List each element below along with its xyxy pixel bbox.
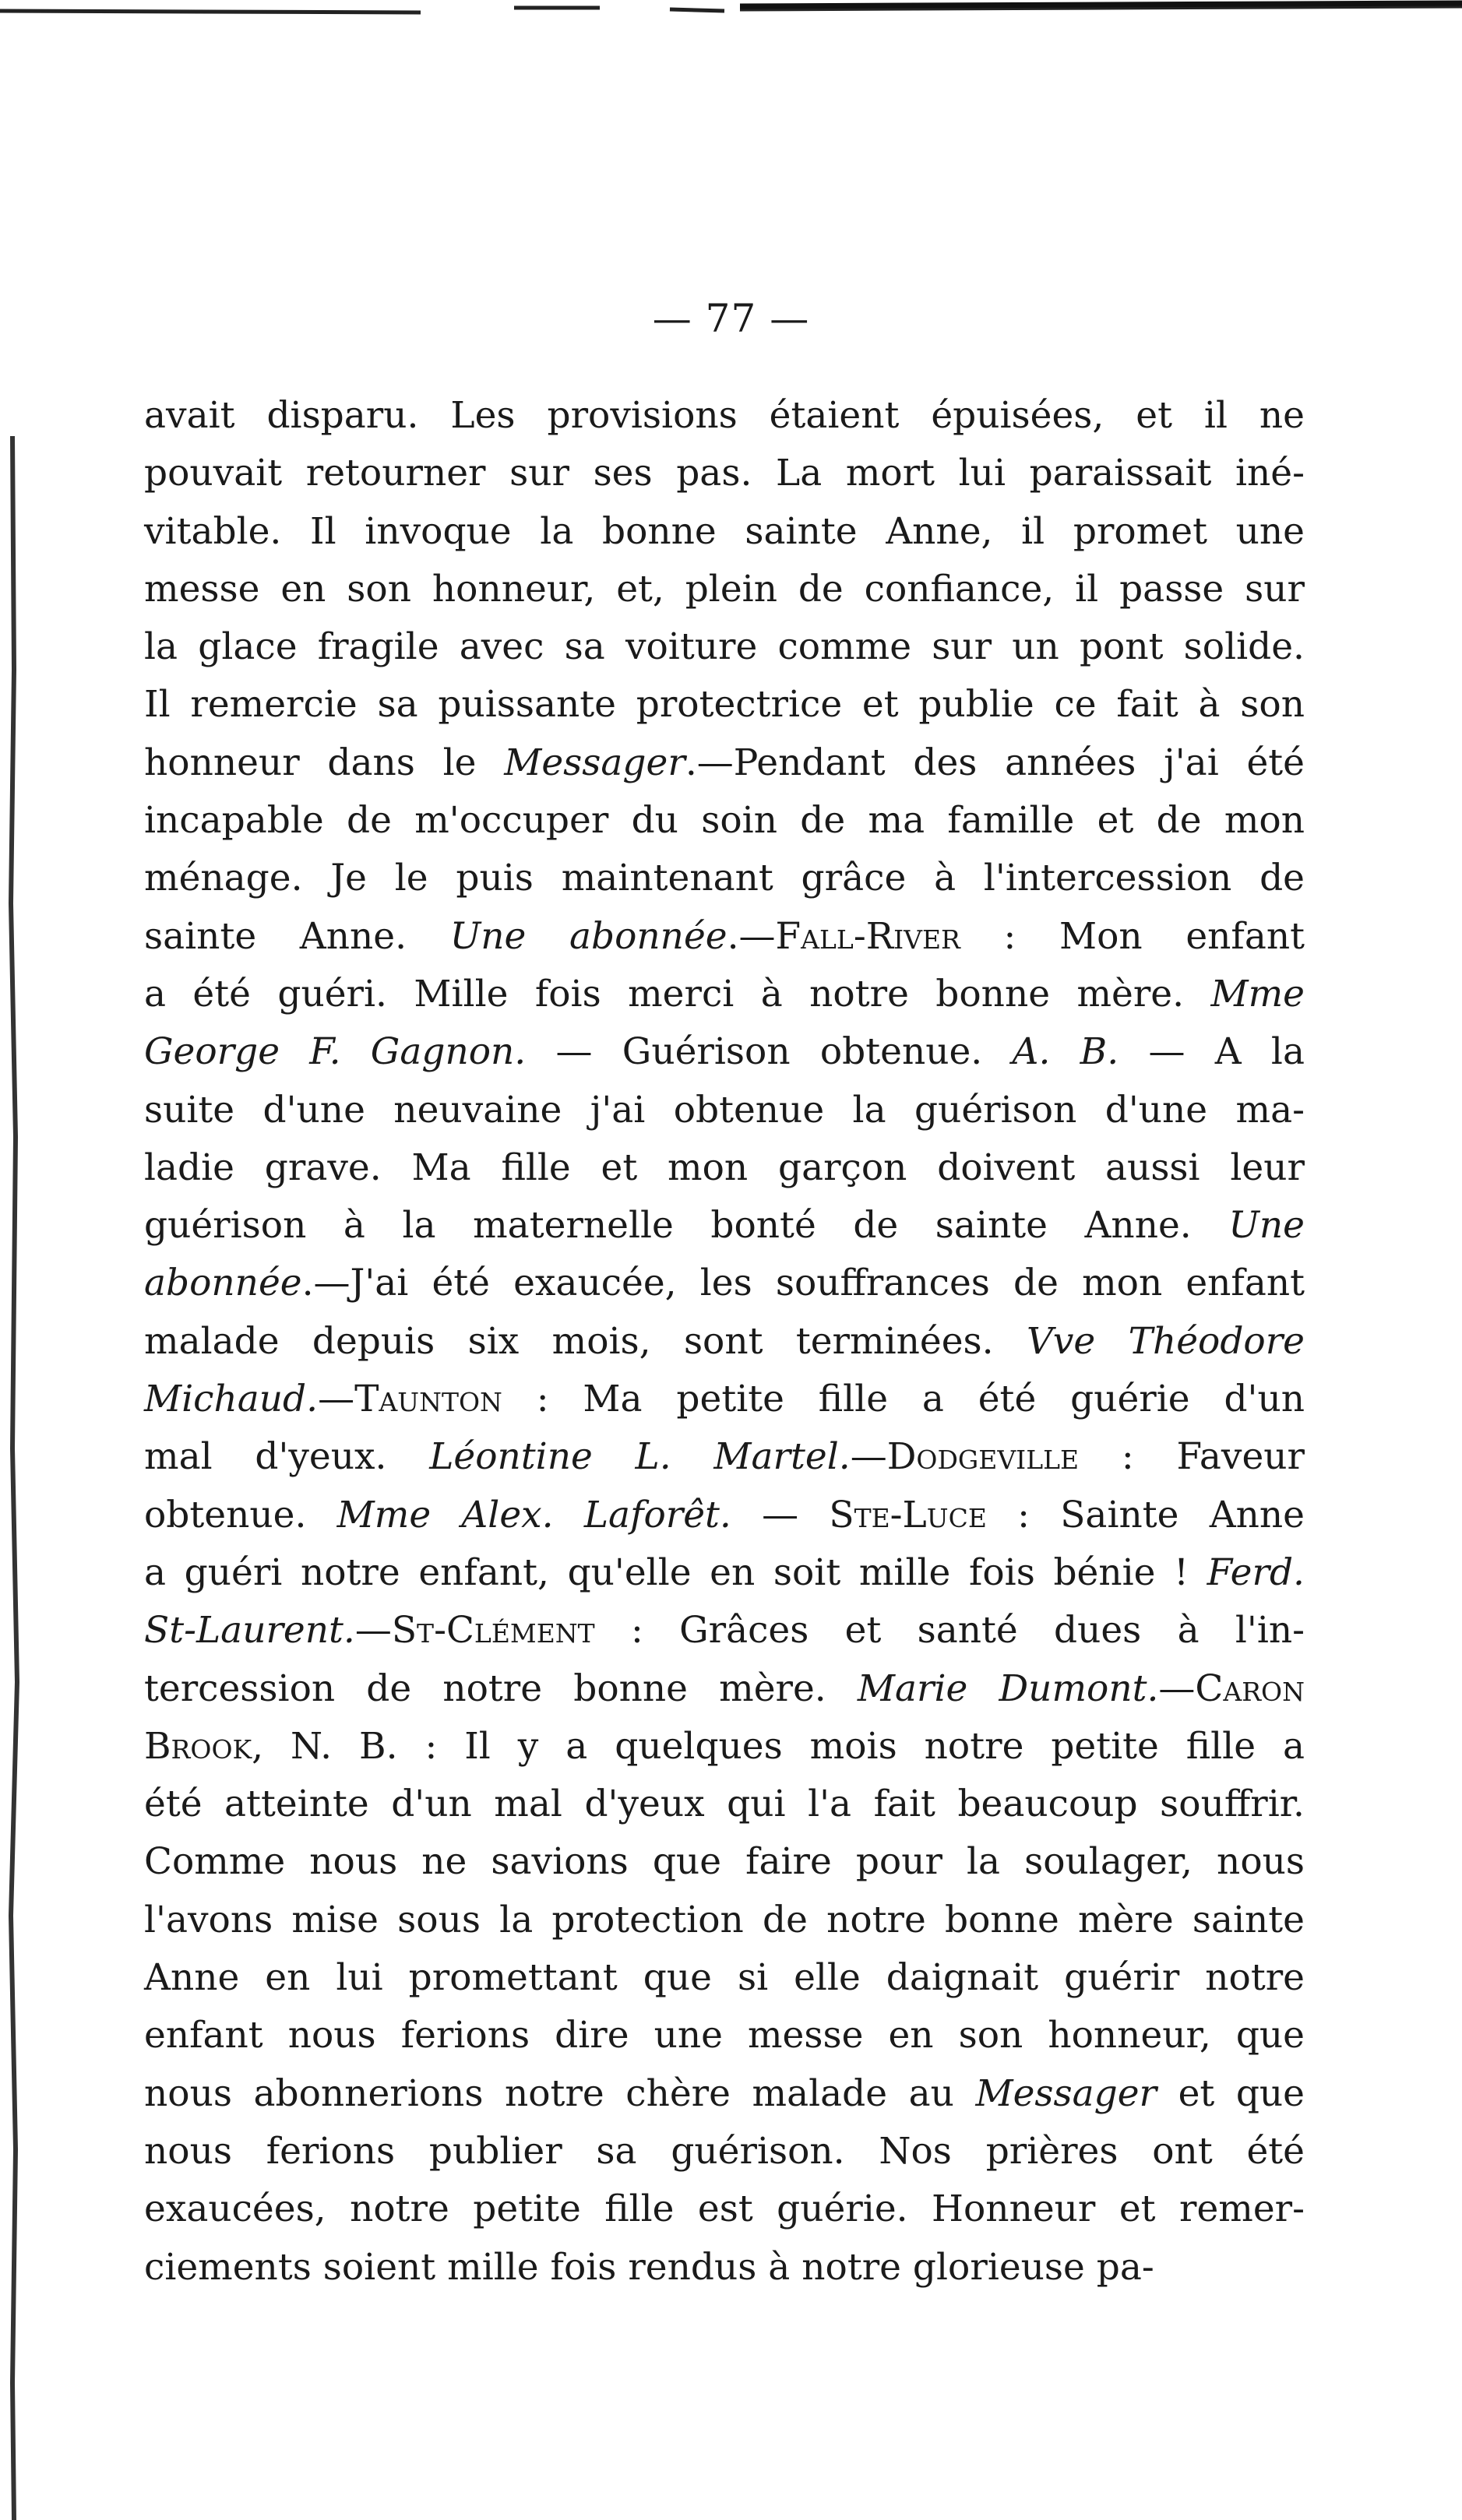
text-run: St-Clément <box>391 1609 595 1652</box>
text-run: Ste-Luce <box>829 1493 987 1536</box>
text-run: — <box>850 1435 887 1479</box>
text-run: Dodgeville <box>886 1435 1080 1479</box>
text-run: honneur dans le <box>144 741 505 784</box>
text-line <box>144 966 1305 1023</box>
text-run: ciements soient mille fois rendus à notre glorieuse pa- <box>144 2245 1154 2289</box>
text-line <box>144 1313 1305 1371</box>
text-run: ladie grave. Ma fille et mon garçon doivent aussi leur <box>144 1146 1305 1189</box>
text-line <box>144 908 1305 966</box>
text-run: Comme nous ne savions que faire pour la soulager, nous <box>144 1840 1305 1884</box>
text-run: — <box>354 1609 392 1652</box>
text-run: — A la <box>1119 1030 1305 1074</box>
text-line <box>144 1776 1305 1833</box>
text-line <box>144 734 1305 792</box>
text-line <box>144 850 1305 907</box>
text-line <box>144 1197 1305 1255</box>
text-run: — <box>318 1378 355 1421</box>
text-line <box>144 2123 1305 2180</box>
text-run: Ferd. <box>1207 1550 1305 1594</box>
page-number: — 77 — <box>652 296 810 341</box>
left-page-edge <box>0 436 23 2520</box>
text-line <box>144 676 1305 734</box>
text-run: Mme Alex. Laforêt. <box>336 1493 731 1536</box>
text-run: : Mon enfant <box>960 914 1305 958</box>
text-run: incapable de m'occuper du soin de ma famille et de mon <box>144 799 1305 843</box>
text-run: vitable. Il invoque la bonne sainte Anne, il promet une <box>144 509 1305 553</box>
top-border-rule <box>0 0 1462 31</box>
text-run: mal d'yeux. <box>144 1435 430 1479</box>
text-run: pouvait retourner sur ses pas. La mort lui paraissait iné- <box>144 452 1305 495</box>
text-run: Taunton <box>354 1378 502 1421</box>
text-line <box>144 1602 1305 1659</box>
text-line <box>144 1255 1305 1312</box>
text-run: Anne en lui promettant que si elle daignait guérir notre <box>144 1956 1305 2000</box>
body-text <box>144 387 1305 2297</box>
text-line <box>144 1428 1305 1486</box>
text-run: ménage. Je le puis maintenant grâce à l'intercession de <box>144 857 1305 900</box>
text-line <box>144 387 1305 445</box>
text-run: A. B. <box>1012 1030 1119 1074</box>
text-run: Une <box>1228 1204 1305 1248</box>
text-run: Messager <box>975 2071 1157 2115</box>
text-line <box>144 2180 1305 2238</box>
text-run: Marie Dumont. <box>857 1667 1159 1710</box>
text-run: a été guéri. Mille fois merci à notre bonne mère. <box>144 972 1211 1015</box>
text-run: exaucées, notre petite fille est guérie. Honneur et remer- <box>144 2187 1305 2231</box>
text-run: malade depuis six mois, sont terminées. <box>144 1319 1027 1363</box>
text-line <box>144 1660 1305 1718</box>
text-run: — Guérison obtenue. <box>526 1030 1013 1074</box>
text-line <box>144 1139 1305 1197</box>
text-run: .— <box>727 914 776 958</box>
text-line <box>144 1371 1305 1428</box>
text-line <box>144 1487 1305 1544</box>
text-line <box>144 1023 1305 1081</box>
text-line <box>144 792 1305 850</box>
text-run: l'avons mise sous la protection de notre bonne mère sainte <box>144 1898 1305 1941</box>
text-line <box>144 561 1305 618</box>
text-run: obtenue. <box>144 1493 337 1536</box>
text-run: Léontine L. Martel. <box>429 1435 851 1479</box>
text-run: abonnée <box>144 1262 302 1305</box>
text-run: tercession de notre bonne mère. <box>144 1667 858 1710</box>
text-run: nous ferions publier sa guérison. Nos prières ont été <box>144 2129 1305 2173</box>
text-line <box>144 503 1305 561</box>
text-run: — <box>1158 1667 1196 1710</box>
text-run: Vve Théodore <box>1026 1319 1305 1363</box>
text-line <box>144 618 1305 676</box>
text-run: été atteinte d'un mal d'yeux qui l'a fait beaucoup souffrir. <box>144 1783 1305 1826</box>
text-line <box>144 1082 1305 1139</box>
text-run: Caron <box>1195 1667 1305 1710</box>
text-run: nous abonnerions notre chère malade au <box>144 2071 976 2115</box>
text-line <box>144 1892 1305 1949</box>
text-run: Il remercie sa puissante protectrice et publie ce fait à son <box>144 683 1305 727</box>
text-run: : Sainte Anne <box>986 1493 1305 1536</box>
text-run: a guéri notre enfant, qu'elle en soit mille fois bénie ! <box>144 1550 1207 1594</box>
text-line <box>144 1949 1305 2007</box>
text-run: George F. Gagnon. <box>144 1030 527 1074</box>
text-line <box>144 2065 1305 2123</box>
text-run: St-Laurent. <box>144 1609 355 1652</box>
text-run: .—Pendant des années j'ai été <box>685 741 1305 784</box>
text-run: : Grâces et santé dues à l'in- <box>594 1609 1305 1652</box>
text-run: Michaud. <box>144 1378 319 1421</box>
text-run: Fall-River <box>775 914 960 958</box>
text-run: suite d'une neuvaine j'ai obtenue la guérison d'une ma- <box>144 1088 1305 1132</box>
text-run: avait disparu. Les provisions étaient épuisées, et il ne <box>144 394 1305 437</box>
text-line <box>144 1718 1305 1776</box>
text-run: messe en son honneur, et, plein de confiance, il passe sur <box>144 567 1305 611</box>
text-line <box>144 2239 1305 2297</box>
text-run: enfant nous ferions dire une messe en son honneur, que <box>144 2014 1305 2057</box>
text-run: : Ma petite fille a été guérie d'un <box>502 1378 1305 1421</box>
text-line <box>144 445 1305 502</box>
text-run: sainte Anne. <box>144 914 450 958</box>
text-run: la glace fragile avec sa voiture comme sur un pont solide. <box>144 625 1305 669</box>
text-run: .—J'ai été exaucée, les souffrances de mon enfant <box>301 1262 1305 1305</box>
text-run: Une abonnée <box>449 914 727 958</box>
text-run: — <box>731 1493 830 1536</box>
text-run: Brook, N. B. <box>144 1724 398 1768</box>
text-run: Mme <box>1210 972 1305 1015</box>
text-line <box>144 1833 1305 1891</box>
text-run: Messager <box>504 741 685 784</box>
text-run: et que <box>1157 2071 1305 2115</box>
text-line <box>144 2007 1305 2064</box>
text-line <box>144 1544 1305 1602</box>
text-run: : Il y a quelques mois notre petite fille a <box>397 1724 1305 1768</box>
text-run: guérison à la maternelle bonté de sainte Anne. <box>144 1204 1229 1248</box>
text-run: : Faveur <box>1079 1435 1305 1479</box>
